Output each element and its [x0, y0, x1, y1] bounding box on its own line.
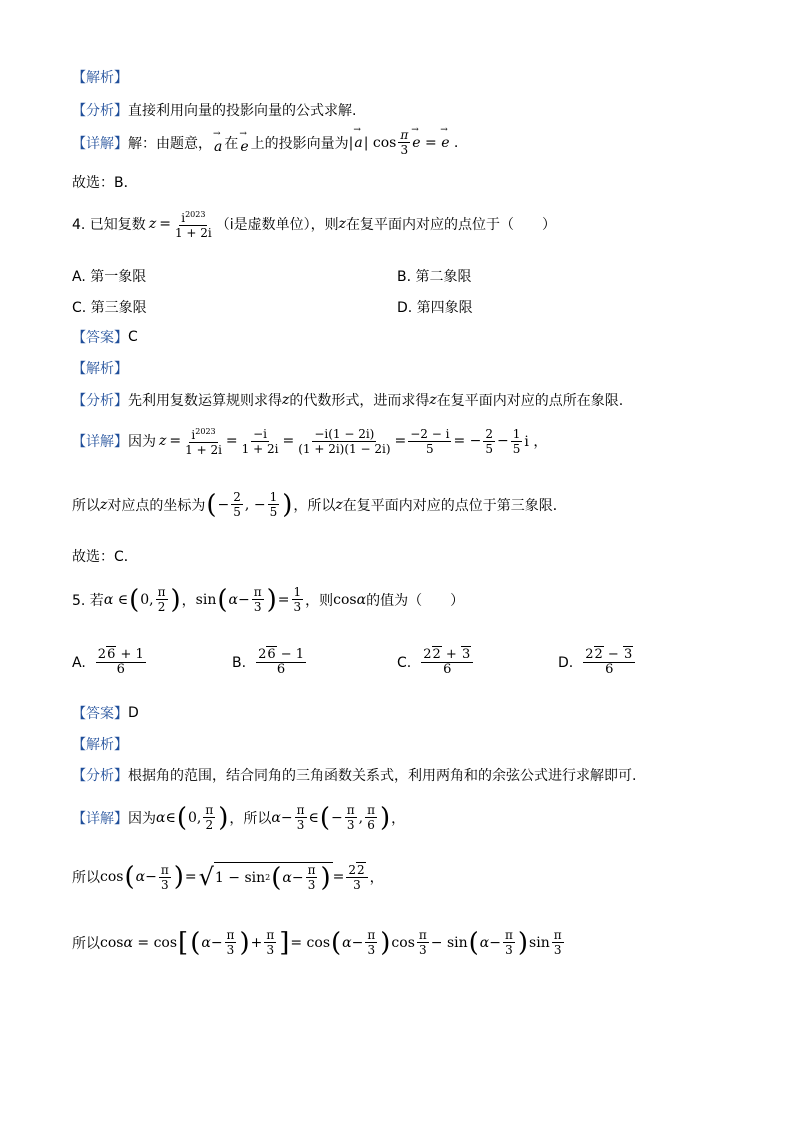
- q4-coordinate: ( − $\frac{2}{5}$ , − $\frac{1}{5}$ ): [206, 489, 293, 520]
- vector-a: → a: [214, 139, 222, 155]
- q4-stem: 4. 已知复数 z = $\frac{i^{2023}}{1 + 2i}$ （i是虚数单位），则 z 在复平面内对应的点位于（ ）: [72, 210, 557, 240]
- q5-analysis-line: 【分析】 根据角的范围，结合同角的三角函数关系式，利用两角和的余弦公式进行求解即可.: [72, 768, 637, 784]
- q4-option-b: B. 第二象限: [397, 269, 472, 285]
- q3-detail-line: 【详解】 解：由题意， → a 在 → e 上的投影向量为 | → a | cos $\frac{\pi}{3}$ → e = → e .: [72, 128, 458, 157]
- q3-analysis-line: [72, 100, 356, 120]
- q4-option-d: D. 第四象限: [397, 300, 473, 316]
- q4-analysis-line: 【分析】 先利用复数运算规则求得 z 的代数形式，进而求得 z 在复平面内对应的点所在象限.: [72, 392, 624, 409]
- jiexi-label: 【解析】: [72, 70, 128, 86]
- q4-detail-line: 【详解】 因为 z = $\frac{i^{2023}}{1 + 2i}$ = $\frac{-i}{1 + 2i}$ = $\frac{-i(1 - 2i)}{(1 + 2i)(1 - 2i)}$ = $\frac{-2 - i}{5}$ = − $\frac{2}{5}$ − $\frac{1}{5}$ i ，: [72, 426, 548, 457]
- xiangjie-label: 【详解】: [72, 135, 128, 152]
- q4-option-a: A. 第一象限: [72, 269, 147, 285]
- q5-analysis-heading: 【解析】: [72, 737, 128, 753]
- vector-e: → e: [240, 139, 248, 155]
- q5-detail-line: 【详解】 因为 α ∈ ( 0, $\frac{\pi}{2}$ ) ，所以 α − $\frac{\pi}{3}$ ∈ ( − $\frac{\pi}{3}$ , $\frac{\pi}{6}$ ) ，: [72, 802, 406, 833]
- q4-coordinate-line: 所以 z 对应点的坐标为 ( − $\frac{2}{5}$ , − $\frac{1}{5}$ ) ，所以 z 在复平面内对应的点位于第三象限．: [72, 489, 567, 520]
- projection-formula: | → a | cos $\frac{\pi}{3}$ → e = → e .: [349, 128, 459, 157]
- q5-stem: 5. 若 α ∈ ( 0, $\frac{\pi}{2}$ ) ， sin ( α − $\frac{\pi}{3}$ ) = $\frac{1}{3}$ ，则 cosα 的值为（ ）: [72, 584, 465, 615]
- q5-option-d: D. $\frac{22 - 3}{6}$: [558, 648, 637, 677]
- q5-answer: 【答案】 D: [72, 705, 139, 722]
- q3-choice: 故选：B．: [72, 175, 138, 191]
- q5-option-b: B. $\frac{26 - 1}{6}$: [232, 647, 305, 677]
- q5-option-c: C. $\frac{22 + 3}{6}$: [397, 648, 475, 677]
- q4-fraction: $\frac{i^{2023}}{1 + 2i}$: [174, 210, 212, 240]
- q5-cos-line: 所以 cos ( α − $\frac{\pi}{3}$ ) = √ 1 − sin 2 ( α − $\frac{\pi}{3}$ ) = $\frac{22}{3}$ ，: [72, 862, 384, 893]
- q4-derivation: z = $\frac{i^{2023}}{1 + 2i}$ = $\frac{-i}{1 + 2i}$ = $\frac{-i(1 - 2i)}{(1 + 2i)(1 - 2i)}$ = $\frac{-2 - i}{5}$ = − $\frac{2}{5}$ − $\frac{1}{5}$ i ，: [159, 426, 548, 457]
- q5-option-a: A. $\frac{26 + 1}{6}$: [72, 647, 144, 677]
- analysis-heading: [72, 67, 128, 87]
- q4-option-c: C. 第三象限: [72, 300, 147, 316]
- q3-analysis-text: 直接利用向量的投影向量的公式求解.: [128, 103, 357, 119]
- fenxi-label: 【分析】: [72, 103, 128, 119]
- q5-sum-line: 所以 cos α = cos [ ( α − $\frac{\pi}{3}$ ) + $\frac{\pi}{3}$ ] = cos ( α − $\frac{\pi}{3}$ ) cos $\frac{\pi}{3}$ − sin ( α − $\frac{\pi}{3}$ ) sin $\frac{\pi}{3}$: [72, 927, 562, 958]
- q4-answer: 【答案】 C: [72, 329, 138, 346]
- q4-choice: 故选：C．: [72, 549, 138, 565]
- q4-analysis-heading: 【解析】: [72, 361, 128, 377]
